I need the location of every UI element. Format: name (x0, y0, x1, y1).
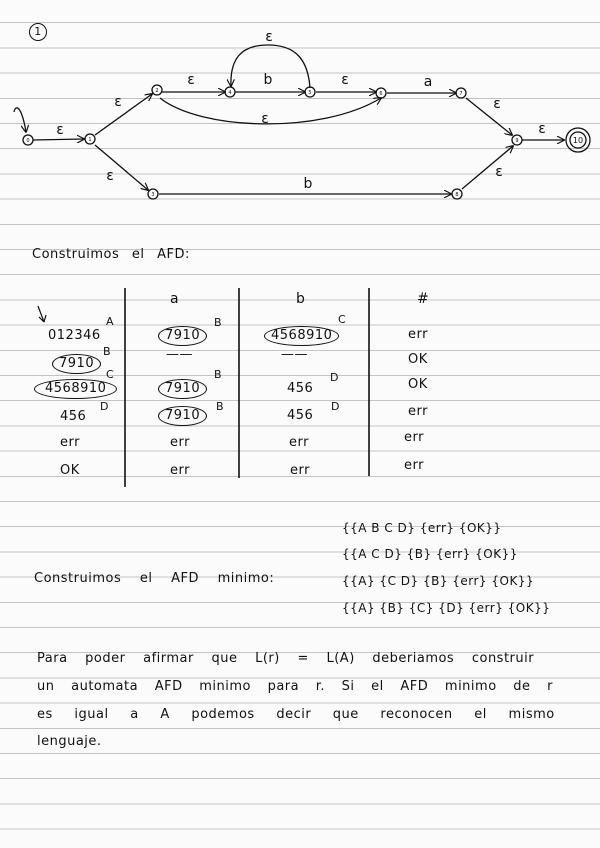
partition-3: {{A} {C D} {B} {err} {OK}} (342, 574, 535, 588)
row2-a: 7910 (158, 379, 207, 399)
state-label-6: 6 (379, 91, 383, 97)
state-label-2: 2 (155, 88, 159, 94)
edge-label-4-5: b (263, 72, 273, 88)
row1-tag: B (103, 345, 112, 358)
edge-label-2-4: ε (187, 72, 195, 88)
row4-a: err (170, 435, 190, 450)
row0-a: 7910 (158, 326, 207, 346)
state-label-9: 9 (515, 138, 519, 144)
row2-hash: OK (408, 377, 428, 392)
state-label-5: 5 (308, 90, 312, 96)
edge-label-5-6: ε (341, 72, 349, 88)
heading-min: Construimos el AFD minimo: (34, 571, 275, 586)
row5-b: err (290, 463, 310, 478)
row2-state: 4568910 (34, 379, 117, 399)
row4-state: err (60, 435, 80, 450)
edge-label-7-9: ε (493, 96, 501, 112)
conclusion-line-1: Para poder afirmar que L(r) = L(A) deberiamos construir (37, 651, 535, 666)
state-label-0: 0 (26, 138, 30, 144)
exercise-number: 1 (29, 23, 47, 41)
edge-label-0-1: ε (56, 122, 64, 138)
edge-label-6-7: a (423, 74, 433, 90)
col-header-hash: # (417, 291, 430, 307)
row3-b-tag: D (331, 400, 340, 413)
row0-tag: A (106, 315, 115, 328)
row1-b: —— (281, 347, 308, 362)
row3-state: 456 (60, 409, 87, 424)
row1-state: 7910 (52, 354, 101, 374)
heading-afd: Construimos el AFD: (32, 247, 190, 262)
partition-1: {{A B C D} {err} {OK}} (342, 521, 502, 535)
partition-4: {{A} {B} {C} {D} {err} {OK}} (342, 601, 551, 615)
col-header-a: a (170, 291, 180, 307)
row0-b-tag: C (338, 313, 347, 326)
col-header-b: b (296, 291, 306, 307)
edge-label-1-2: ε (114, 94, 122, 110)
conclusion-line-2: un automata AFD minimo para r. Si el AFD minimo de r (37, 679, 554, 694)
row3-a: 7910 (158, 406, 207, 426)
state-label-7: 7 (459, 91, 463, 97)
edge-label-2-6: ε (261, 111, 269, 127)
state-label-1: 1 (88, 137, 92, 143)
row5-state: OK (60, 463, 80, 478)
row2-b: 456 (287, 381, 314, 396)
state-label-10: 10 (572, 136, 584, 145)
conclusion-line-4: lenguaje. (37, 734, 102, 749)
conclusion-line-3: es igual a A podemos decir que reconocen el mismo (37, 707, 555, 722)
partition-2: {{A C D} {B} {err} {OK}} (342, 547, 518, 561)
row2-tag: C (106, 368, 115, 381)
row1-hash: OK (408, 352, 428, 367)
row2-b-tag: D (330, 371, 339, 384)
edge-label-8-9: ε (495, 164, 503, 180)
row3-hash: err (408, 404, 428, 419)
row1-a: —— (166, 347, 193, 362)
edge-label-5-4: ε (265, 29, 273, 45)
edge-label-9-10: ε (538, 121, 546, 137)
row5-a: err (170, 463, 190, 478)
edge-label-1-3: ε (106, 168, 114, 184)
row4-b: err (289, 435, 309, 450)
row3-a-tag: B (216, 400, 225, 413)
row3-tag: D (100, 400, 109, 413)
state-label-3: 3 (151, 192, 155, 198)
row3-b: 456 (287, 408, 314, 423)
row0-hash: err (408, 327, 428, 342)
state-label-8: 8 (455, 192, 459, 198)
row0-a-tag: B (214, 316, 223, 329)
row0-state: 012346 (48, 328, 101, 343)
row2-a-tag: B (214, 368, 223, 381)
row4-hash: err (404, 430, 424, 445)
row0-b: 4568910 (264, 326, 339, 346)
state-label-4: 4 (228, 90, 232, 96)
row5-hash: err (404, 458, 424, 473)
edge-label-3-8: b (303, 176, 313, 192)
